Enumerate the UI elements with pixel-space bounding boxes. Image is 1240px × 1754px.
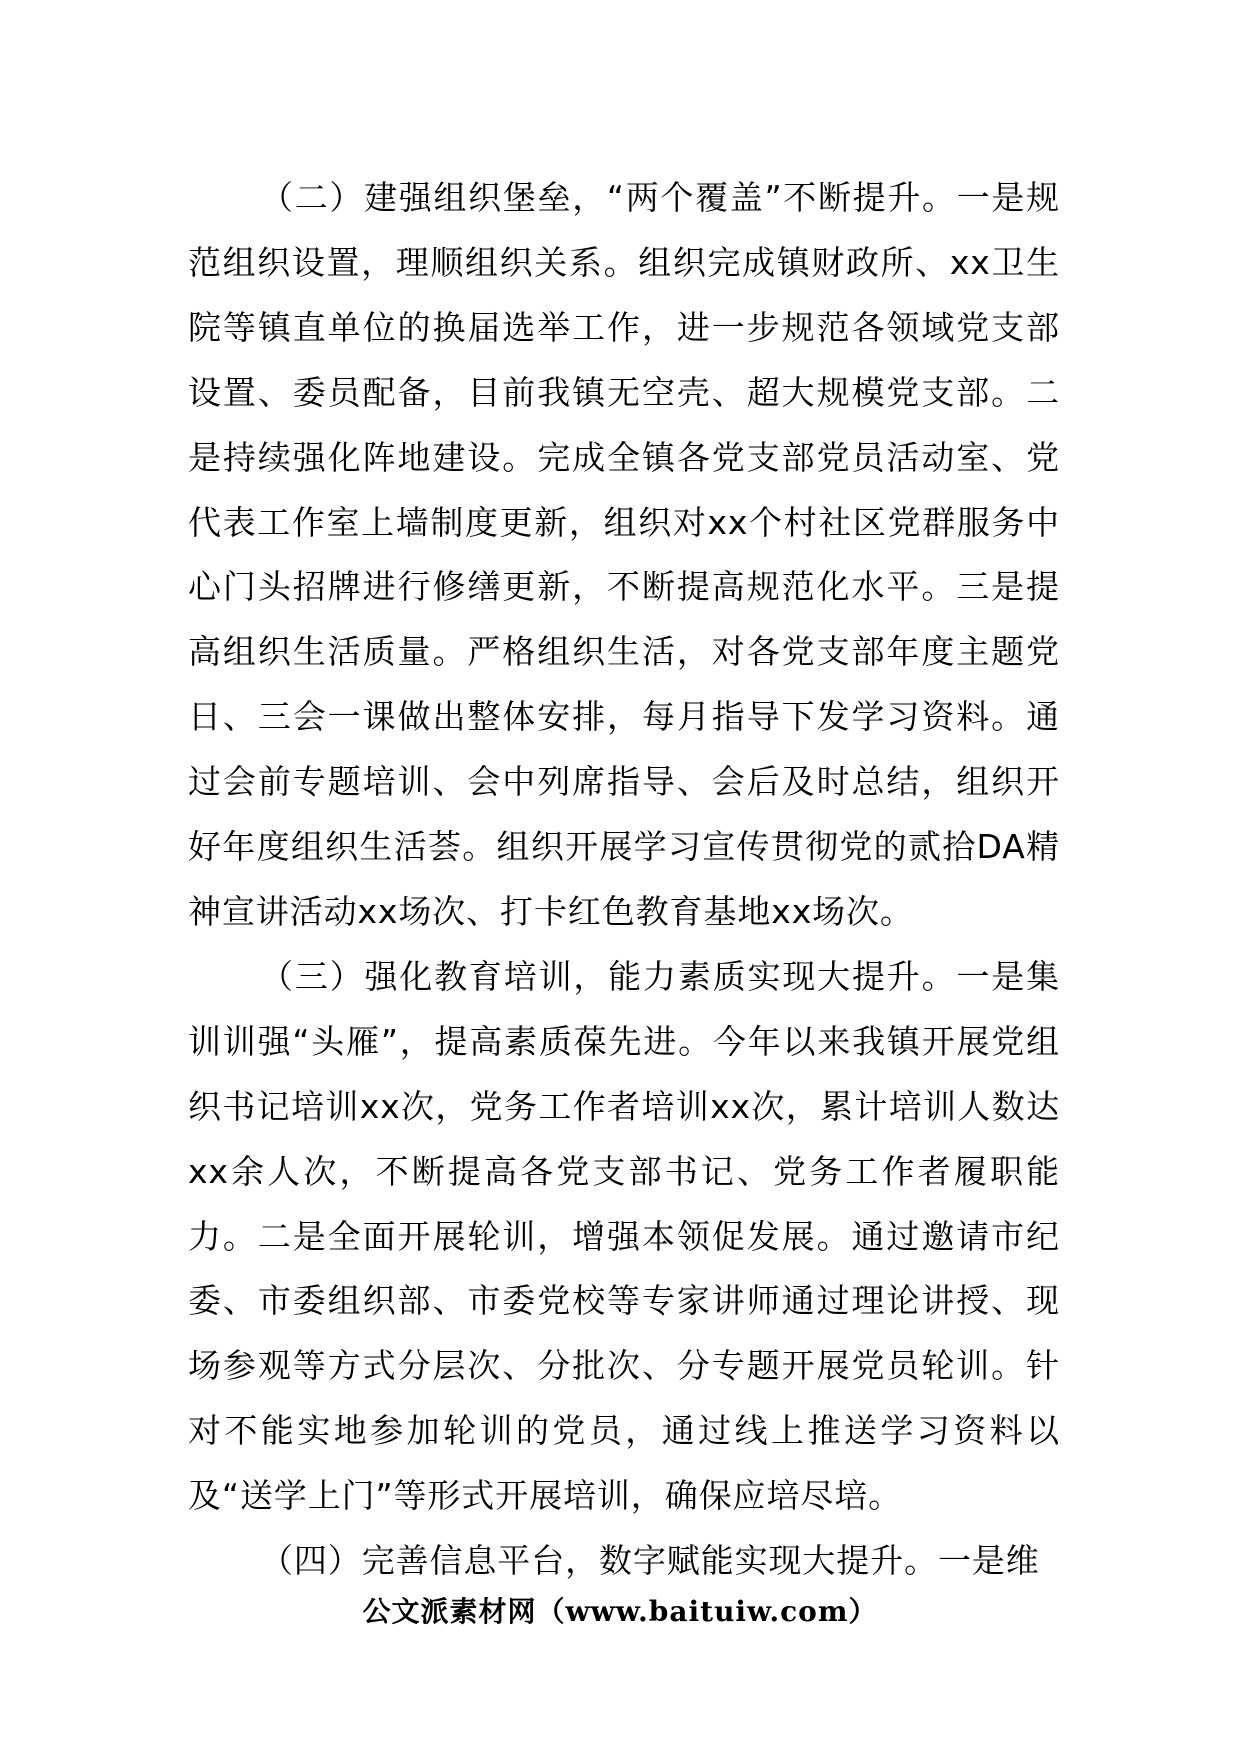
paragraph-organization: （二）建强组织堡垒，“两个覆盖”不断提升。一是规范组织设置，理顺组织关系。组织完成镇财政所、xx卫生院等镇直单位的换届选举工作，进一步规范各领域党支部设置、委员配备，目前我镇无空壳、超大规模党支部。二是持续强化阵地建设。完成全镇各党支部党员活动室、党代表工作室上墙制度更新，组织对xx个村社区党群服务中心门头招牌进行修缮更新，不断提高规范化水平。三是提高组织生活质量。严格组织生活，对各党支部年度主题党日、三会一课做出整体安排，每月指导下发学习资料。通过会前专题培训、会中列席指导、会后及时总结，组织开好年度组织生活荟。组织开展学习宣传贯彻党的贰拾DA精神宣讲活动xx场次、打卡红色教育基地xx场次。 [188, 178, 1060, 931]
footer-watermark: 公文派素材网（www.baituiw.com） [362, 1595, 878, 1628]
paragraph-training: （三）强化教育培训，能力素质实现大提升。一是集训训强“头雁”，提高素质葆先进。今年以来我镇开展党组织书记培训xx次，党务工作者培训xx次，累计培训人数达xx余人次，不断提高各党支部书记、党务工作者履职能力。二是全面开展轮训，增强本领促发展。通过邀请市纪委、市委组织部、市委党校等专家讲师通过理论讲授、现场参观等方式分层次、分批次、分专题开展党员轮训。针对不能实地参加轮训的党员，通过线上推送学习资料以及“送学上门”等形式开展培训，确保应培尽培。 [188, 956, 1060, 1516]
paragraph-information-platform: （四）完善信息平台，数字赋能实现大提升。一是维 [260, 1541, 1040, 1581]
document-body [188, 166, 1060, 1594]
